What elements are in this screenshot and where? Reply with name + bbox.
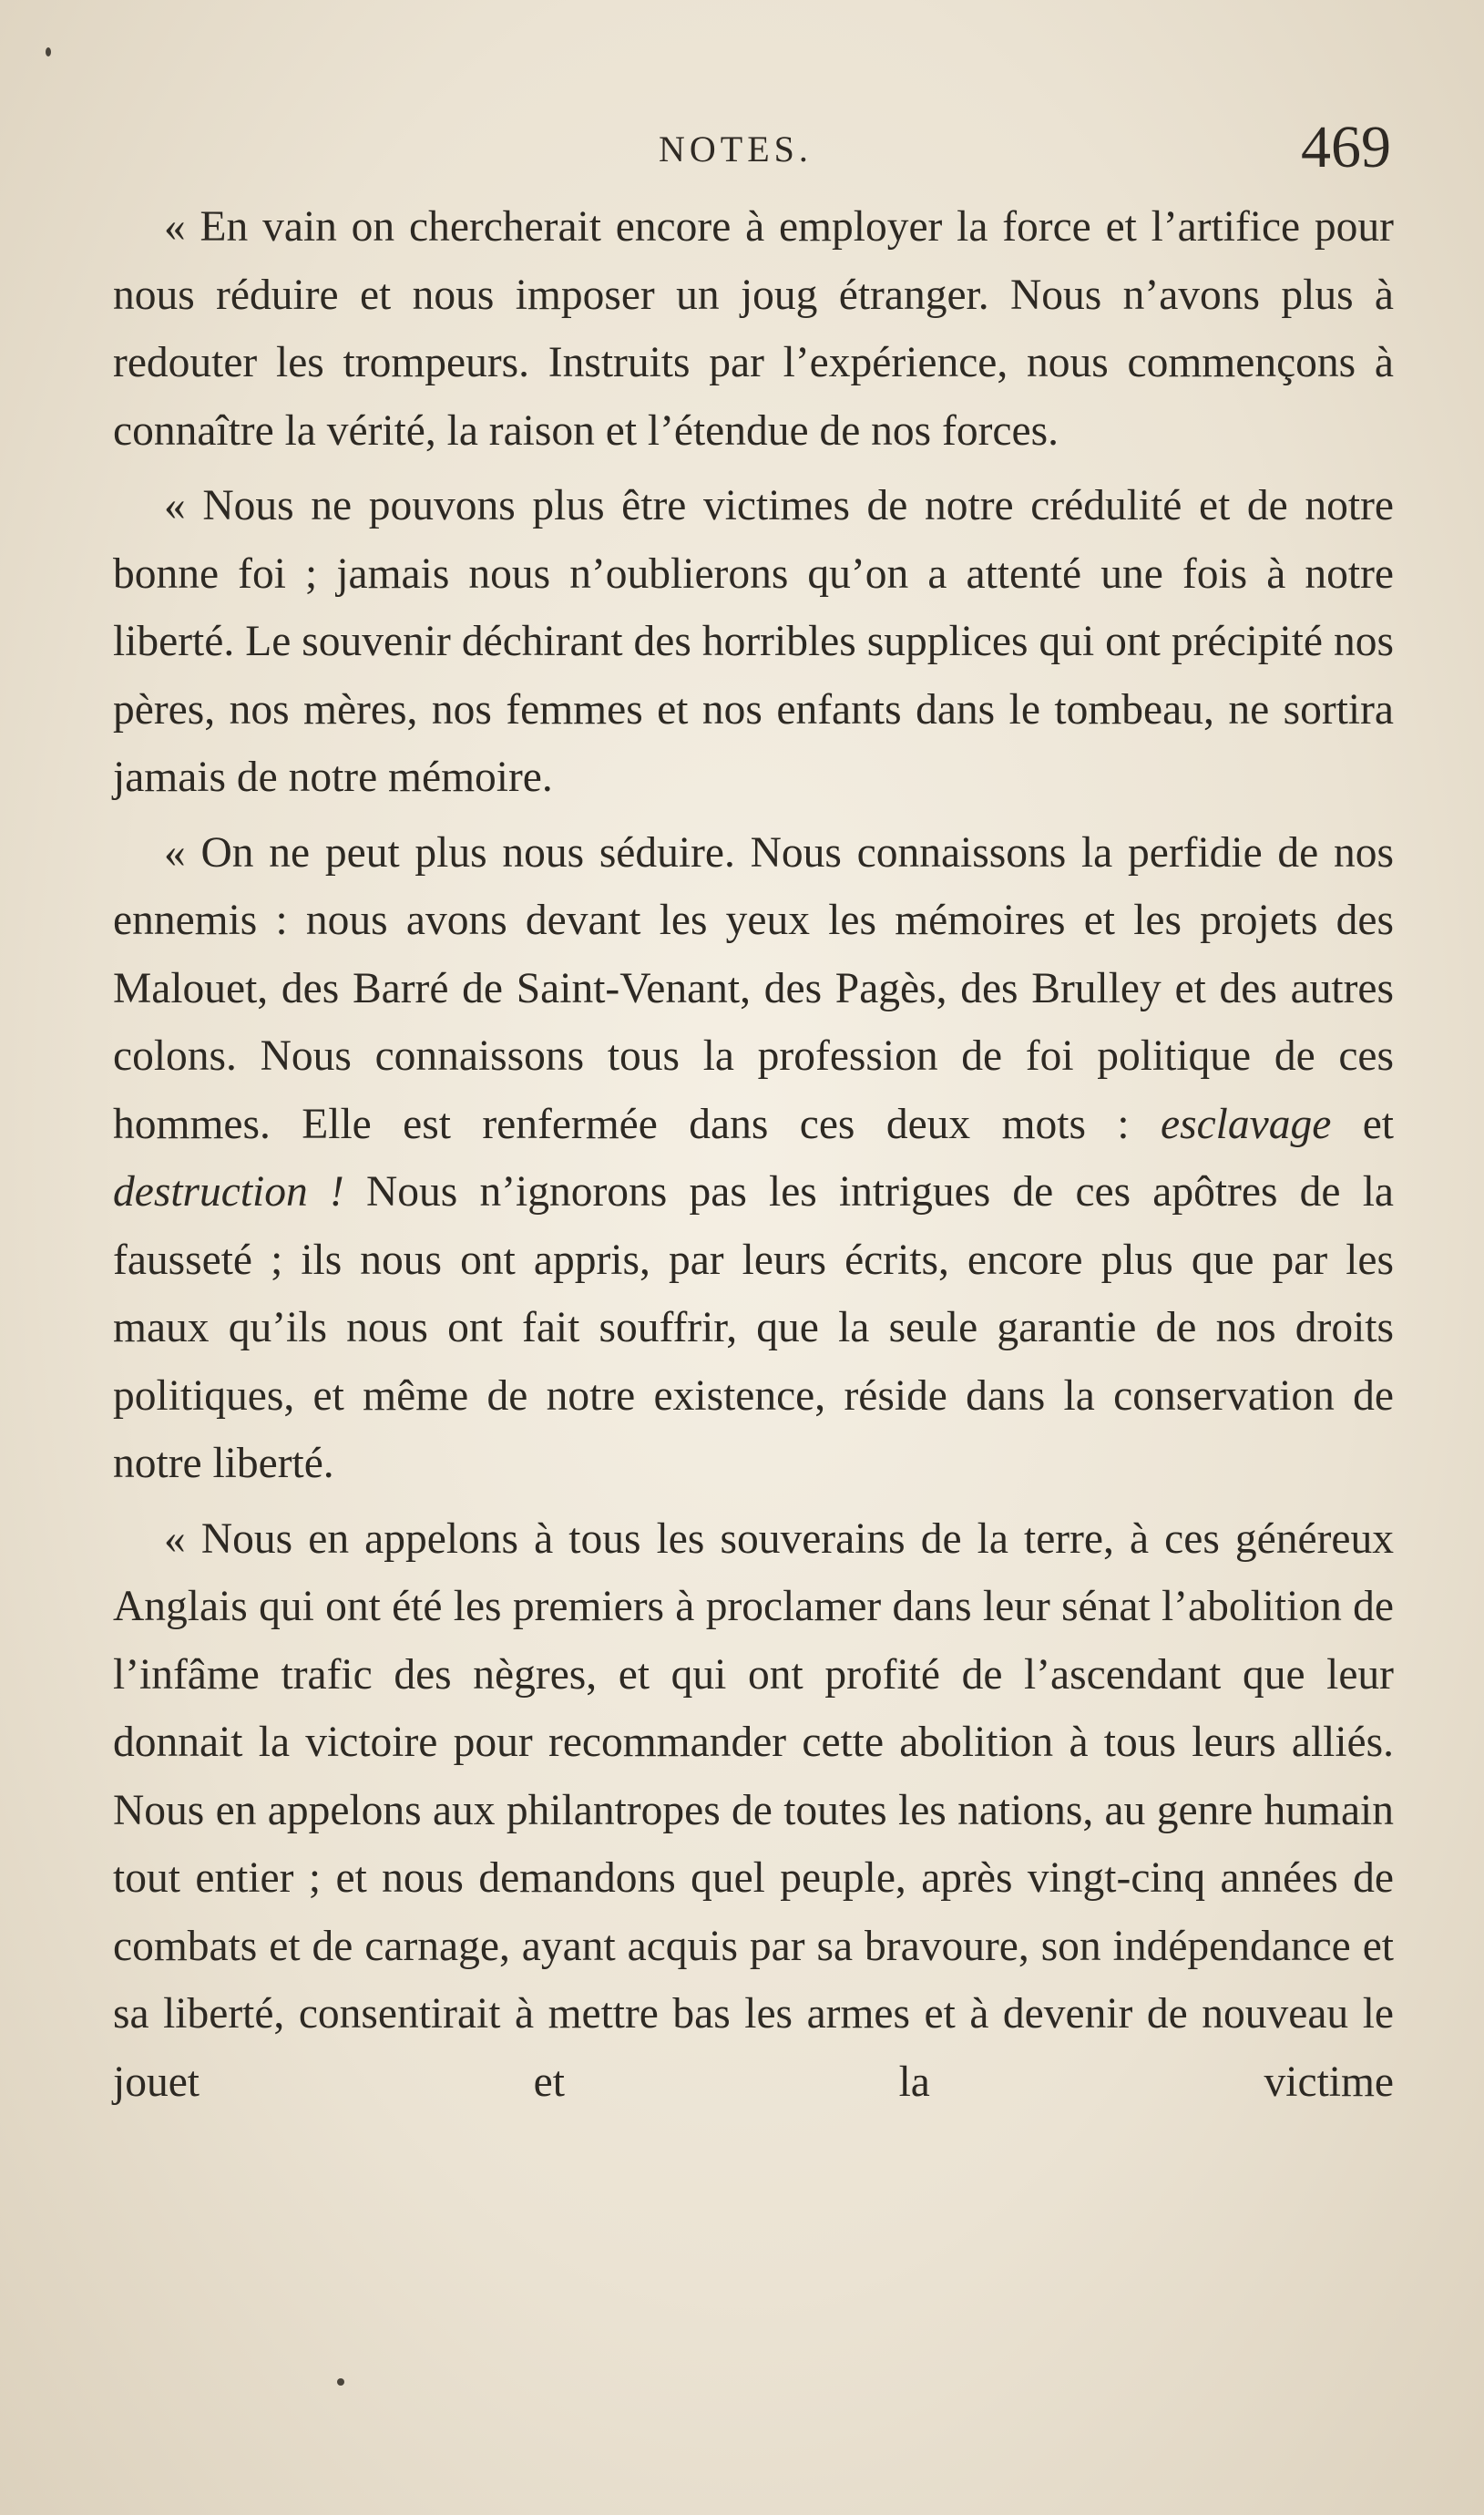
paragraph-3-text-start: « On ne peut plus nous séduire. Nous connaissons la perfidie de nos ennemis : nous avons devant les yeux les mémoires et les projets des Malouet, des Barré de Saint-Venant, des Pagès, des Brulley et des autres colons. Nous connaissons tous la profession de foi politique de ces hommes. Elle est renfermée dans ces deux mots : [113,828,1394,1148]
paper-speck-bottom [337,2378,344,2386]
italic-esclavage: esclavage [1161,1100,1332,1148]
paragraph-4-text: « Nous en appelons à tous les souverains de la terre, à ces généreux Anglais qui ont été les premiers à proclamer dans leur sénat l’abolition de l’infâme trafic des nègres, et qui ont profité de l’ascendant que leur donnait la victoire pour recommander cette abolition à tous leurs alliés. Nous en appelons aux philantropes de toutes les nations, au genre humain tout entier ; et nous demandons quel peuple, après vingt-cinq années de combats et de carnage, ayant acquis par sa bravoure, son indépendance et sa liberté, consentirait à mettre bas les armes et à devenir de nouveau le jouet et la victime [113,1514,1394,2106]
paragraph-3-conjunction: et [1331,1100,1395,1148]
paragraph-3-text-end: Nous n’ignorons pas les intrigues de ces apôtres de la fausseté ; ils nous ont appris, par leurs écrits, encore plus que par les maux qu’ils nous ont fait souffrir, que la seule garantie de nos droits politiques, et même de notre existence, réside dans la conservation de notre liberté. [113,1168,1395,1487]
paragraph-4 [113,1505,1394,2117]
paper-speck-top [46,47,51,56]
body-text [113,193,1394,2123]
paragraph-2 [113,472,1394,812]
paragraph-1 [113,193,1394,465]
running-head-title: NOTES. [659,128,813,169]
paragraph-3 [113,819,1394,1498]
paragraph-2-text: « Nous ne pouvons plus être victimes de notre crédulité et de notre bonne foi ; jamais nous n’oublierons qu’on a attenté une fois à notre liberté. Le souvenir déchirant des horribles supplices qui ont précipité nos pères, nos mères, nos femmes et nos enfants dans le tombeau, ne sortira jamais de notre mémoire. [113,482,1394,801]
page-number: 469 [1301,114,1391,180]
italic-destruction: destruction ! [113,1168,344,1216]
running-head [0,108,1484,190]
paragraph-1-text: « En vain on chercherait encore à employer la force et l’artifice pour nous réduire et nous imposer un joug étranger. Nous n’avons plus à redouter les trompeurs. Instruits par l’expérience, nous commençons à connaître la vérité, la raison et l’étendue de nos forces. [113,203,1394,455]
